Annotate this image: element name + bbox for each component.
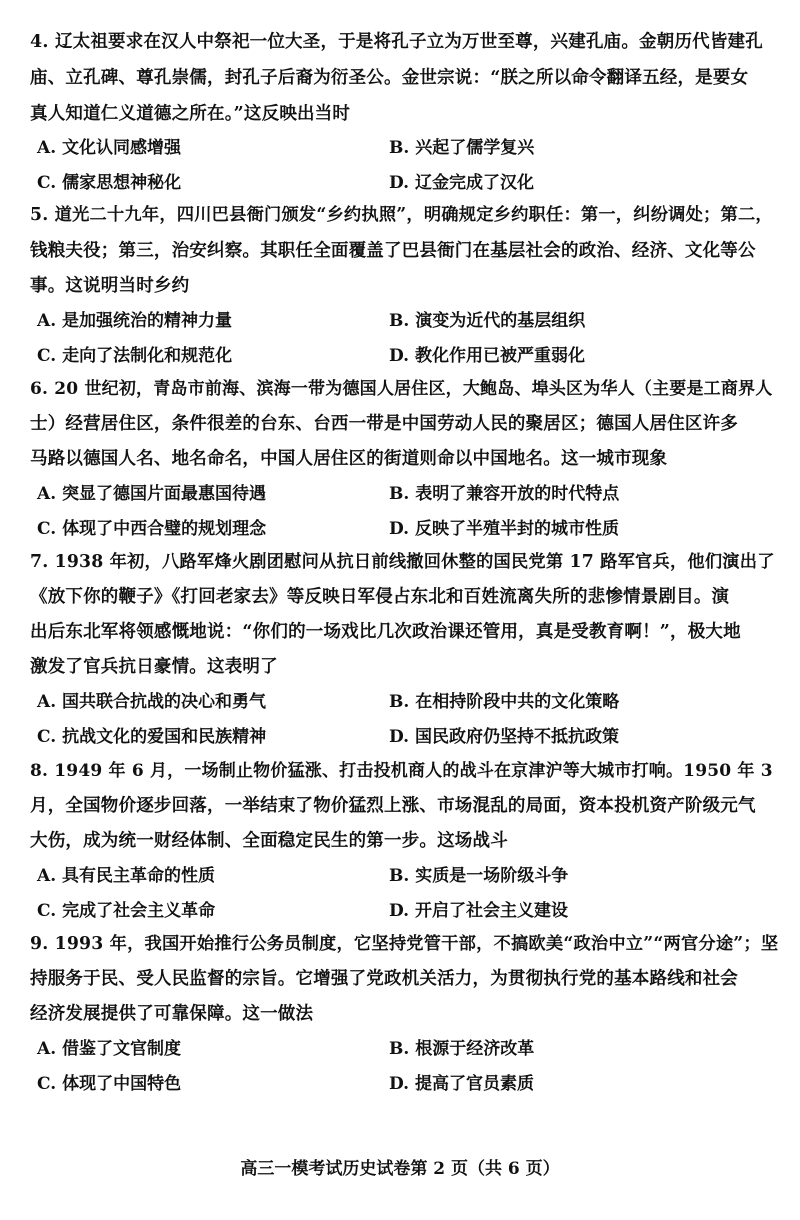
option-a: A. 国共联合抗战的决心和勇气 xyxy=(37,692,267,712)
option-a: A. 具有民主革命的性质 xyxy=(37,866,216,886)
option-b: B. 表明了兼容开放的时代特点 xyxy=(389,484,620,504)
option-d: D. 提高了官员素质 xyxy=(389,1074,534,1094)
question-stem-line: 出后东北军将领感慨地说：“你们的一场戏比几次政治课还管用，真是受教育啊！”，极大地 xyxy=(30,622,741,642)
option-d: D. 开启了社会主义建设 xyxy=(389,901,568,921)
option-b: B. 兴起了儒学复兴 xyxy=(389,138,535,158)
option-b: B. 根源于经济改革 xyxy=(389,1039,535,1059)
question-stem-line: 月，全国物价逐步回落，一举结束了物价猛烈上涨、市场混乱的局面，资本投机资产阶级元气 xyxy=(30,796,756,816)
page-footer: 高三一模考试历史试卷第 2 页（共 6 页） xyxy=(240,1159,560,1179)
question-stem-line: 6. 20 世纪初，青岛市前海、滨海一带为德国人居住区，大鲍岛、埠头区为华人（主要是工商界人 xyxy=(30,379,773,399)
question-stem-line: 《放下你的鞭子》《打回老家去》等反映日军侵占东北和百姓流离失所的悲惨情景剧目。演 xyxy=(30,587,730,607)
question-stem-line: 钱粮夫役；第三，治安纠察。其职任全面覆盖了巴县衙门在基层社会的政治、经济、文化等公 xyxy=(30,241,756,261)
option-c: C. 走向了法制化和规范化 xyxy=(37,346,233,366)
question-stem-line: 庙、立孔碑、尊孔崇儒，封孔子后裔为衍圣公。金世宗说：“朕之所以命令翻译五经，是要女 xyxy=(30,68,749,88)
question-stem-line: 8. 1949 年 6 月，一场制止物价猛涨、打击投机商人的战斗在京津沪等大城市打响。1950 年 3 xyxy=(30,761,773,781)
option-c: C. 儒家思想神秘化 xyxy=(37,173,182,193)
option-d: D. 国民政府仍坚持不抵抗政策 xyxy=(389,727,619,747)
option-c: C. 抗战文化的爱国和民族精神 xyxy=(37,727,267,747)
question-stem-line: 经济发展提供了可靠保障。这一做法 xyxy=(30,1004,314,1024)
question-stem-line: 士）经营居住区，条件很差的台东、台西一带是中国劳动人民的聚居区；德国人居住区许多 xyxy=(30,414,738,434)
question-stem-line: 激发了官兵抗日豪情。这表明了 xyxy=(30,657,278,677)
option-c: C. 完成了社会主义革命 xyxy=(37,901,216,921)
option-b: B. 演变为近代的基层组织 xyxy=(389,311,586,331)
option-d: D. 反映了半殖半封的城市性质 xyxy=(389,519,619,539)
option-a: A. 是加强统治的精神力量 xyxy=(37,311,233,331)
option-c: C. 体现了中国特色 xyxy=(37,1074,182,1094)
option-b: B. 在相持阶段中共的文化策略 xyxy=(389,692,620,712)
option-a: A. 借鉴了文官制度 xyxy=(37,1039,182,1059)
option-a: A. 突显了德国片面最惠国待遇 xyxy=(37,484,267,504)
option-d: D. 教化作用已被严重弱化 xyxy=(389,346,585,366)
question-stem-line: 事。这说明当时乡约 xyxy=(30,276,190,296)
option-a: A. 文化认同感增强 xyxy=(37,138,182,158)
question-stem-line: 马路以德国人名、地名命名，中国人居住区的街道则命以中国地名。这一城市现象 xyxy=(30,449,668,469)
question-stem-line: 7. 1938 年初，八路军烽火剧团慰问从抗日前线撤回休整的国民党第 17 路军官兵，他们演出了 xyxy=(30,552,775,572)
question-stem-line: 4. 辽太祖要求在汉人中祭祀一位大圣，于是将孔子立为万世至尊，兴建孔庙。金朝历代皆建孔 xyxy=(30,32,763,52)
question-stem-line: 大伤，成为统一财经体制、全面稳定民生的第一步。这场战斗 xyxy=(30,831,508,851)
option-c: C. 体现了中西合璧的规划理念 xyxy=(37,519,267,539)
question-stem-line: 真人知道仁义道德之所在。”这反映出当时 xyxy=(30,104,351,124)
question-stem-line: 5. 道光二十九年，四川巴县衙门颁发“乡约执照”，明确规定乡约职任：第一，纠纷调处；第二， xyxy=(30,205,773,225)
option-d: D. 辽金完成了汉化 xyxy=(389,173,534,193)
question-stem-line: 持服务于民、受人民监督的宗旨。它增强了党政机关活力，为贯彻执行党的基本路线和社会 xyxy=(30,969,738,989)
question-stem-line: 9. 1993 年，我国开始推行公务员制度，它坚持党管干部，不搞欧美“政治中立”“两官分途”；坚 xyxy=(30,934,779,954)
option-b: B. 实质是一场阶级斗争 xyxy=(389,866,569,886)
